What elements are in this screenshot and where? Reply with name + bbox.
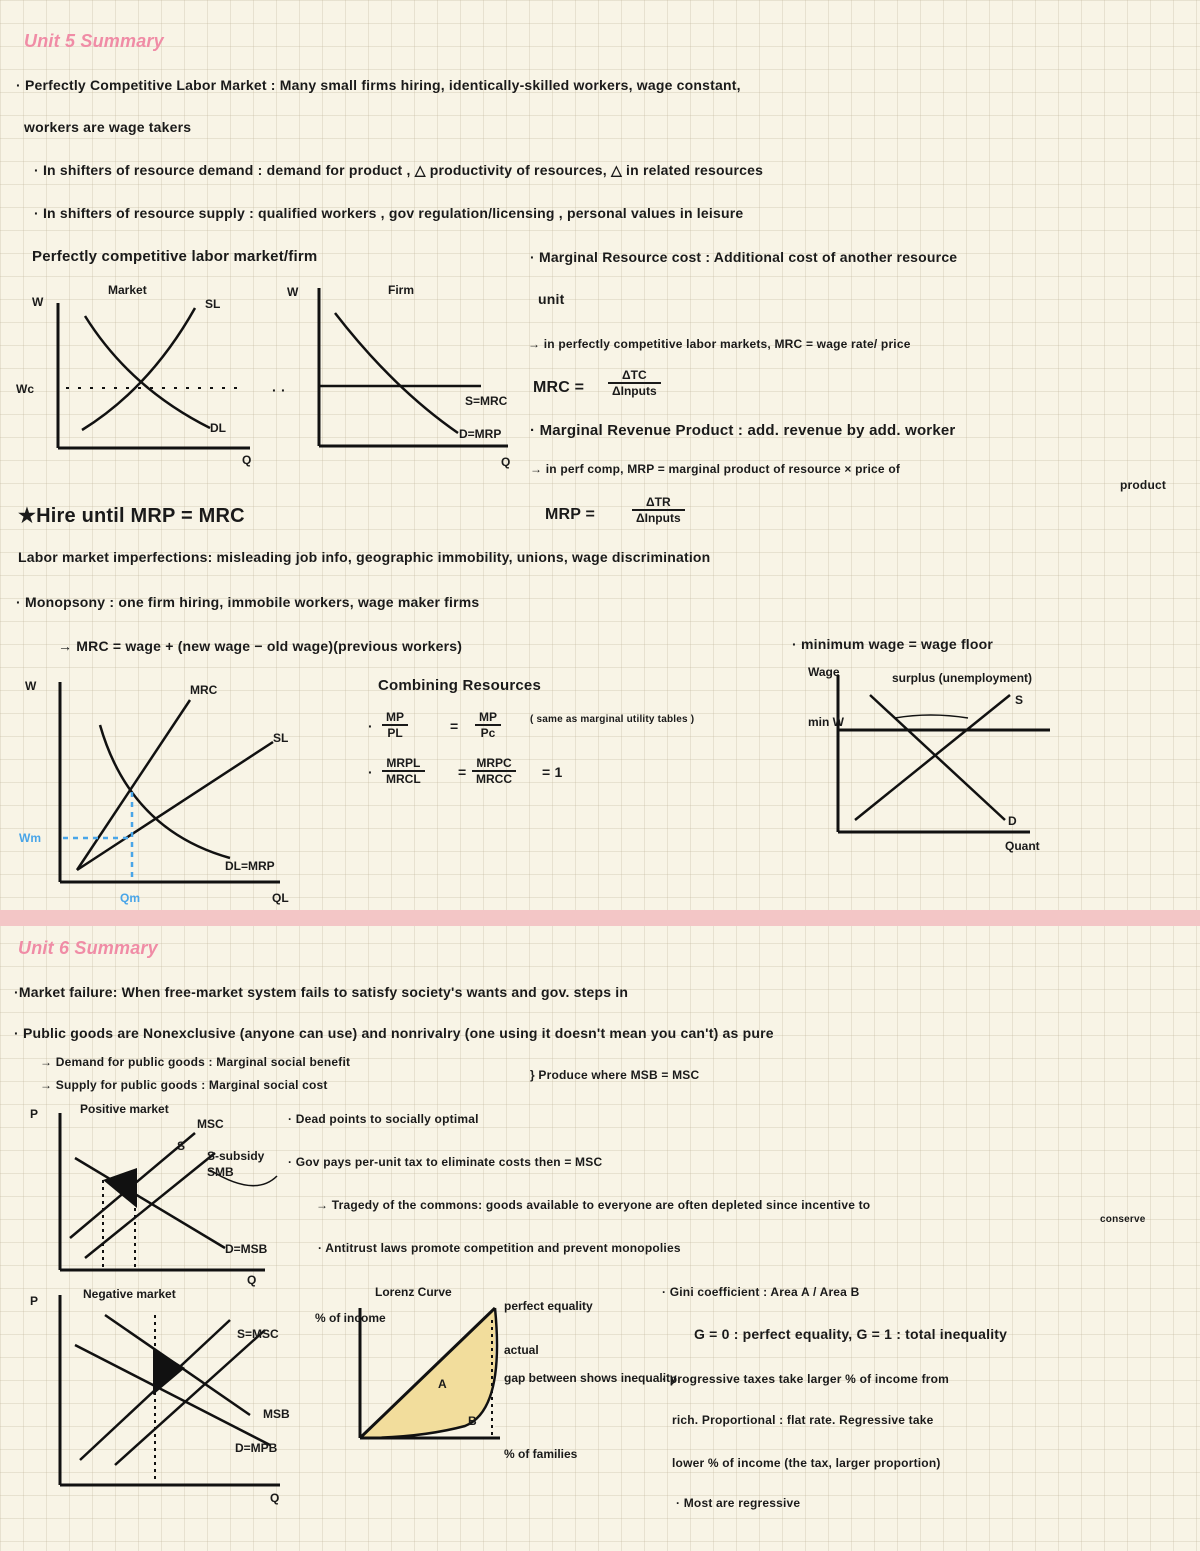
section-divider [0, 910, 1200, 926]
lorenz-gap-label: gap between shows inequality [504, 1371, 677, 1385]
public-goods-definition: · Public goods are Nonexclusive (anyone can use) and nonrivalry (one using it doesn't mean you can't) as pure [14, 1025, 774, 1041]
market-wage-label: Wc [16, 382, 34, 396]
min-wage-demand-line [870, 695, 1005, 820]
pos-ext-demand-label: D=MSB [225, 1242, 268, 1256]
market-demand-curve [85, 316, 210, 428]
lorenz-x-label: % of families [504, 1447, 578, 1461]
market-y-label: W [32, 295, 44, 309]
min-wage-supply-line [855, 695, 1010, 820]
market-graph [10, 278, 270, 473]
monopsony-mrc-line [77, 700, 190, 870]
monopsony-graph [15, 670, 315, 910]
pos-ext-deadweight-triangle [103, 1168, 137, 1208]
combine-rule1-right [475, 710, 501, 740]
pos-ext-subsidy-line [85, 1153, 215, 1258]
combining-resources-title: Combining Resources [378, 677, 541, 694]
progressive-taxes: · progressive taxes take larger % of income from [662, 1372, 950, 1386]
min-wage-label: min W [808, 715, 844, 729]
market-supply-curve [82, 308, 195, 430]
gini-range: G = 0 : perfect equality, G = 1 : total inequality [694, 1326, 1008, 1342]
demand-shifters: · In shifters of resource demand : demand for product , △ productivity of resources, △ in related resources [34, 162, 764, 178]
labor-market-imperfections: Labor market imperfections: misleading job info, geographic immobility, unions, wage discrimination [18, 549, 711, 565]
firm-graph [283, 278, 533, 473]
combine-rule1-right-den: Pc [480, 726, 496, 740]
monopsony-quantity-label: Qm [120, 891, 141, 905]
mrp-formula [632, 495, 685, 525]
tragedy-of-commons: → Tragedy of the commons: goods available to everyone are often depleted since incentive to [316, 1198, 871, 1212]
public-goods-supply: → Supply for public goods : Marginal social cost [40, 1078, 328, 1092]
lorenz-area-b-label: B [468, 1414, 477, 1428]
pos-ext-s-label: S [177, 1139, 186, 1153]
neg-ext-s-label: S=MSC [237, 1327, 279, 1341]
minimum-wage-graph [800, 660, 1090, 860]
most-are-regressive: · Most are regressive [676, 1496, 801, 1510]
pc-labor-definition-cont: workers are wage takers [24, 119, 192, 135]
negative-externality-graph [25, 1280, 305, 1510]
combine-rule2-right [472, 756, 516, 786]
neg-ext-x-label: Q [270, 1491, 280, 1505]
min-wage-surplus-brace [895, 715, 968, 718]
public-goods-demand: → Demand for public goods : Marginal social benefit [40, 1055, 351, 1069]
combine-rule1-left-num: MP [382, 710, 408, 726]
firm-demand-label: D=MRP [459, 427, 502, 441]
lorenz-perfect-label: perfect equality [504, 1299, 593, 1313]
combine-rule2-bullet: · [368, 764, 373, 780]
min-wage-y-label: Wage [808, 665, 840, 679]
mrp-formula-label: MRP = [545, 506, 596, 523]
neg-ext-demand-label: D=MPB [235, 1441, 278, 1455]
combine-rule1-right-num: MP [475, 710, 501, 726]
combine-rule1-equals: = [450, 718, 459, 734]
neg-ext-msb-label: MSB [263, 1407, 290, 1421]
market-demand-label: DL [210, 421, 226, 435]
pc-graph-title: Perfectly competitive labor market/firm [32, 248, 318, 265]
produce-where-msb-msc: } Produce where MSB = MSC [530, 1068, 700, 1082]
combine-rule2-right-num: MRPC [472, 756, 516, 772]
mrc-pc-note: → in perfectly competitive labor markets, MRC = wage rate/ price [528, 337, 911, 351]
supply-shifters: · In shifters of resource supply : qualified workers , gov regulation/licensing , personal values in leisure [34, 205, 744, 221]
firm-supply-label: S=MRC [465, 394, 508, 408]
combine-rule1-left [382, 710, 408, 740]
monopsony-y-label: W [25, 679, 37, 693]
min-wage-x-label: Quant [1005, 839, 1040, 853]
monopsony-wage-label: Wm [19, 831, 41, 845]
monopsony-demand-curve [100, 725, 230, 858]
mrc-formula-denominator: ΔInputs [612, 384, 657, 398]
mrp-formula-numerator: ΔTR [632, 495, 685, 511]
mrp-pc-note-cont: product [1120, 478, 1167, 492]
combine-rule2-right-den: MRCC [476, 772, 512, 786]
unit6-heading: Unit 6 Summary [18, 938, 158, 958]
neg-ext-demand-line [75, 1345, 270, 1445]
pos-ext-subsidy-label: S-subsidy [207, 1149, 265, 1163]
monopsony-mrc-formula: → MRC = wage + (new wage − old wage)(previous workers) [58, 638, 463, 654]
mrc-formula [608, 368, 661, 398]
mrp-definition: · Marginal Revenue Product : add. revenue by add. worker [530, 422, 956, 439]
lorenz-actual-label: actual [504, 1343, 539, 1357]
market-x-label: Q [242, 453, 252, 467]
monopsony-x-label: QL [272, 891, 289, 905]
regressive-taxes: lower % of income (the tax, larger proportion) [672, 1456, 941, 1470]
min-wage-surplus-label: surplus (unemployment) [892, 671, 1033, 685]
market-failure-definition: ·Market failure: When free-market system fails to satisfy society's wants and gov. steps in [14, 984, 629, 1000]
mrc-definition: · Marginal Resource cost : Additional cost of another resource [530, 249, 958, 265]
mrc-definition-cont: unit [538, 291, 565, 307]
firm-y-label: W [287, 285, 299, 299]
pos-ext-title: Positive market [80, 1102, 169, 1116]
monopsony-supply-label: SL [273, 731, 289, 745]
pc-labor-definition: · Perfectly Competitive Labor Market : Many small firms hiring, identically-skilled workers, wage constant, [16, 77, 741, 93]
neg-ext-title: Negative market [83, 1287, 176, 1301]
mrc-formula-numerator: ΔTC [608, 368, 661, 384]
tragedy-of-commons-cont: conserve [1100, 1214, 1146, 1225]
gov-pays-tax-note: · Gov pays per-unit tax to eliminate costs then = MSC [288, 1155, 603, 1169]
lorenz-curve-graph [310, 1280, 677, 1480]
min-wage-demand-label: D [1008, 814, 1017, 828]
lorenz-area-a-label: A [438, 1377, 447, 1391]
hire-rule: ★Hire until MRP = MRC [18, 505, 245, 527]
dead-points-note: · Dead points to socially optimal [288, 1112, 479, 1126]
monopsony-definition: · Monopsony : one firm hiring, immobile workers, wage maker firms [16, 594, 480, 610]
mrc-formula-label: MRC = [533, 379, 585, 396]
market-title: Market [108, 283, 147, 297]
monopsony-supply-line [77, 742, 273, 870]
market-firm-connector: · · [272, 382, 286, 398]
mrp-pc-note: → in perf comp, MRP = marginal product of resource × price of [530, 462, 901, 476]
mrp-formula-denominator: ΔInputs [636, 511, 681, 525]
antitrust-note: · Antitrust laws promote competition and prevent monopolies [318, 1241, 681, 1255]
pos-ext-x-label: Q [247, 1273, 257, 1287]
firm-title: Firm [388, 283, 415, 297]
market-supply-label: SL [205, 297, 221, 311]
combine-rule1-bullet: · [368, 718, 373, 734]
monopsony-demand-label: DL=MRP [225, 859, 275, 873]
combine-rule2-left-den: MRCL [386, 772, 421, 786]
firm-demand-curve [335, 313, 458, 433]
pos-ext-y-label: P [30, 1107, 39, 1121]
lorenz-title: Lorenz Curve [375, 1285, 452, 1299]
firm-x-label: Q [501, 455, 511, 469]
combine-rule1-left-den: PL [387, 726, 403, 740]
combine-rule1-note: ( same as marginal utility tables ) [530, 714, 695, 725]
combine-rule2-left [382, 756, 425, 786]
min-wage-supply-label: S [1015, 693, 1024, 707]
combine-rule2-equals: = [458, 764, 467, 780]
unit5-heading: Unit 5 Summary [24, 31, 164, 51]
combine-rule2-equals-one: = 1 [542, 764, 563, 780]
proportional-taxes: rich. Proportional : flat rate. Regressive take [672, 1413, 934, 1427]
pos-ext-msc-label: MSC [197, 1117, 224, 1131]
gini-coefficient: · Gini coefficient : Area A / Area B [662, 1285, 860, 1299]
minimum-wage-title: · minimum wage = wage floor [792, 636, 994, 652]
pos-ext-smb-label: SMB [207, 1165, 234, 1179]
combine-rule2-left-num: MRPL [382, 756, 425, 772]
neg-ext-deadweight-triangle [153, 1348, 185, 1395]
monopsony-mrc-label: MRC [190, 683, 218, 697]
positive-externality-graph [25, 1098, 305, 1287]
lorenz-y-label: % of income [315, 1311, 386, 1325]
neg-ext-y-label: P [30, 1294, 39, 1308]
